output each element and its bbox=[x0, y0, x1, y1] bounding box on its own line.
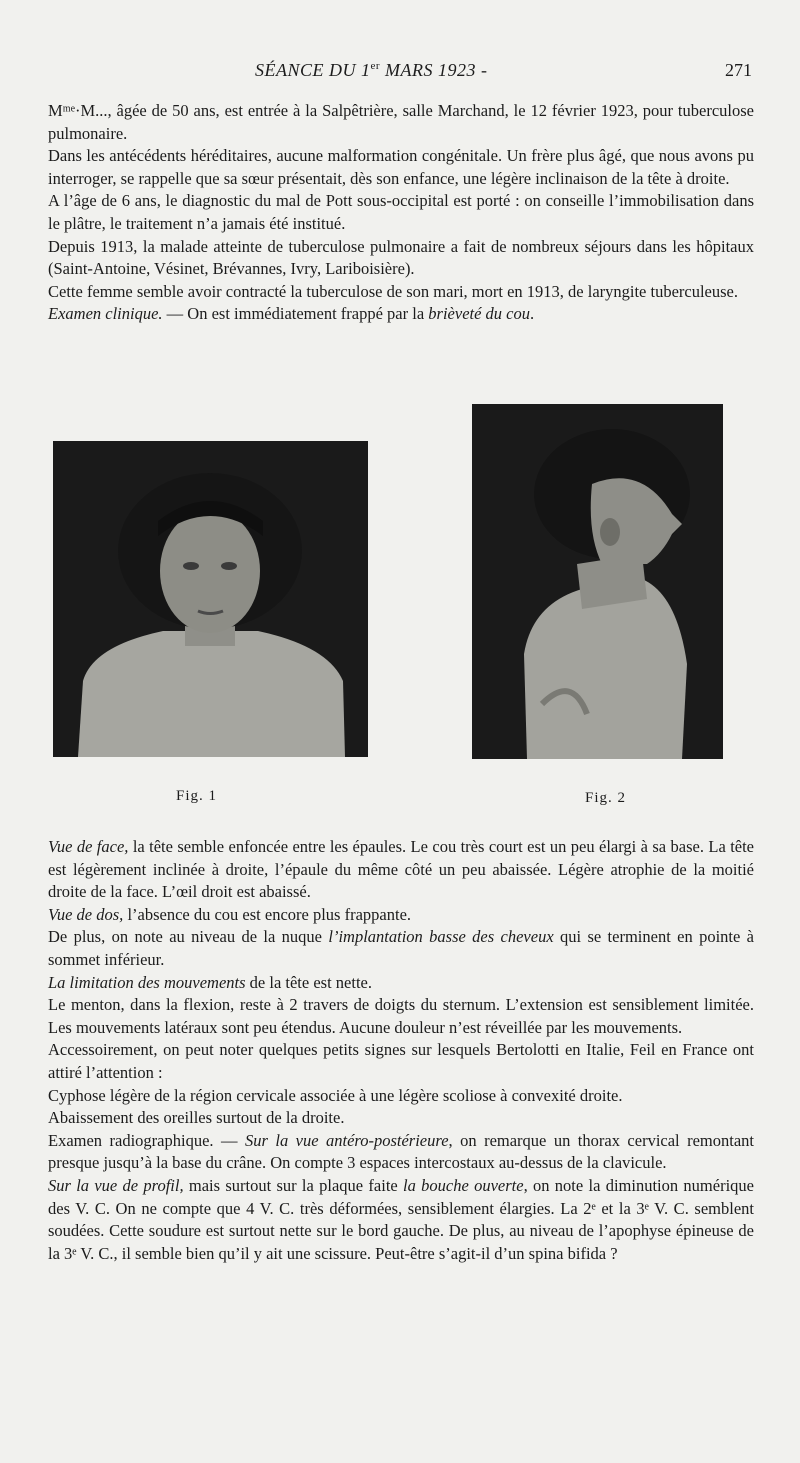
figure-2-caption: Fig. 2 bbox=[585, 790, 627, 806]
paragraph: Vue de dos, l’absence du cou est encore plus frappante. bbox=[48, 904, 412, 924]
paragraph: Dans les antécédents héréditaires, aucune malformation congénitale. Un frère plus âgé, que nous avons pu interroger, se rappelle que sa sœur présentait, dès son enfance, une légère inclinaison de la tête à droite. bbox=[48, 146, 754, 188]
figure-1-photo bbox=[53, 441, 368, 757]
paragraph: Accessoirement, on peut noter quelques petits signes sur lesquels Bertolotti en Italie, Feil en France ont attiré l’attention : bbox=[48, 1040, 754, 1082]
paragraph: Mᵐᵉ·M..., âgée de 50 ans, est entrée à la Salpêtrière, salle Marchand, le 12 février 1923, pour tuberculose pulmonaire. bbox=[48, 101, 754, 143]
paragraph: De plus, on note au niveau de la nuque l’implantation basse des cheveux qui se terminent en pointe à sommet inférieur. bbox=[48, 927, 755, 969]
body-text bbox=[48, 836, 754, 1265]
figure-1-caption: Fig. 1 bbox=[176, 788, 218, 804]
running-title: SÉANCE DU 1er MARS 1923 - bbox=[255, 60, 488, 80]
paragraph: Sur la vue de profil, mais surtout sur la plaque faite la bouche ouverte, on note la diminution numérique des V. C. On ne compte que 4 V. C. très déformées, sensiblement élargies. La 2ᵉ et la 3ᵉ V. C. semblent soudées. Cette soudure est surtout nette sur le bord gauche. De plus, au niveau de l’apophyse épineuse de la 3ᵉ V. C., il semble bien qu’il y ait une scissure. Peut-être s’agit-il d’un spina bifida ? bbox=[48, 1175, 754, 1263]
running-head bbox=[0, 60, 800, 88]
page-number: 271 bbox=[725, 60, 752, 80]
paragraph: Le menton, dans la flexion, reste à 2 travers de doigts du sternum. L’extension est sensiblement limitée. Les mouvements latéraux sont peu étendus. Aucune douleur n’est réveillée par les mouvements. bbox=[48, 995, 754, 1037]
paragraph: Examen radiographique. — Sur la vue antéro-postérieure, on remarque un thorax cervical remontant presque jusqu’à la base du crâne. On compte 3 espaces intercostaux au-dessus de la clavicule. bbox=[48, 1130, 754, 1173]
figure-2-photo bbox=[472, 404, 723, 759]
paragraph: Vue de face, la tête semble enfoncée entre les épaules. Le cou très court est un peu élargi à sa base. La tête est légèrement inclinée à droite, l’épaule du même côté un peu abaissée. Légère atrophie de la moitié droite de la face. L’œil droit est abaissé. bbox=[48, 837, 755, 902]
paragraph: Cette femme semble avoir contracté la tuberculose de son mari, mort en 1913, de laryngite tuberculeuse. bbox=[48, 281, 739, 301]
paragraph: Depuis 1913, la malade atteinte de tuberculose pulmonaire a fait de nombreux séjours dans les hôpitaux (Saint-Antoine, Vésinet, Brévannes, Ivry, Lariboisière). bbox=[48, 236, 754, 279]
paragraph: Abaissement des oreilles surtout de la droite. bbox=[48, 1108, 345, 1128]
intro-text bbox=[48, 100, 754, 326]
paragraph: La limitation des mouvements de la tête est nette. bbox=[48, 972, 372, 992]
paragraph: Cyphose légère de la région cervicale associée à une légère scoliose à convexité droite. bbox=[48, 1085, 623, 1105]
exam-paragraph: Examen clinique. — On est immédiatement frappé par la brièveté du cou. bbox=[48, 304, 535, 324]
paragraph: A l’âge de 6 ans, le diagnostic du mal de Pott sous-occipital est porté : on conseille l’immobilisation dans le plâtre, le traitement n’a jamais été institué. bbox=[48, 191, 754, 233]
